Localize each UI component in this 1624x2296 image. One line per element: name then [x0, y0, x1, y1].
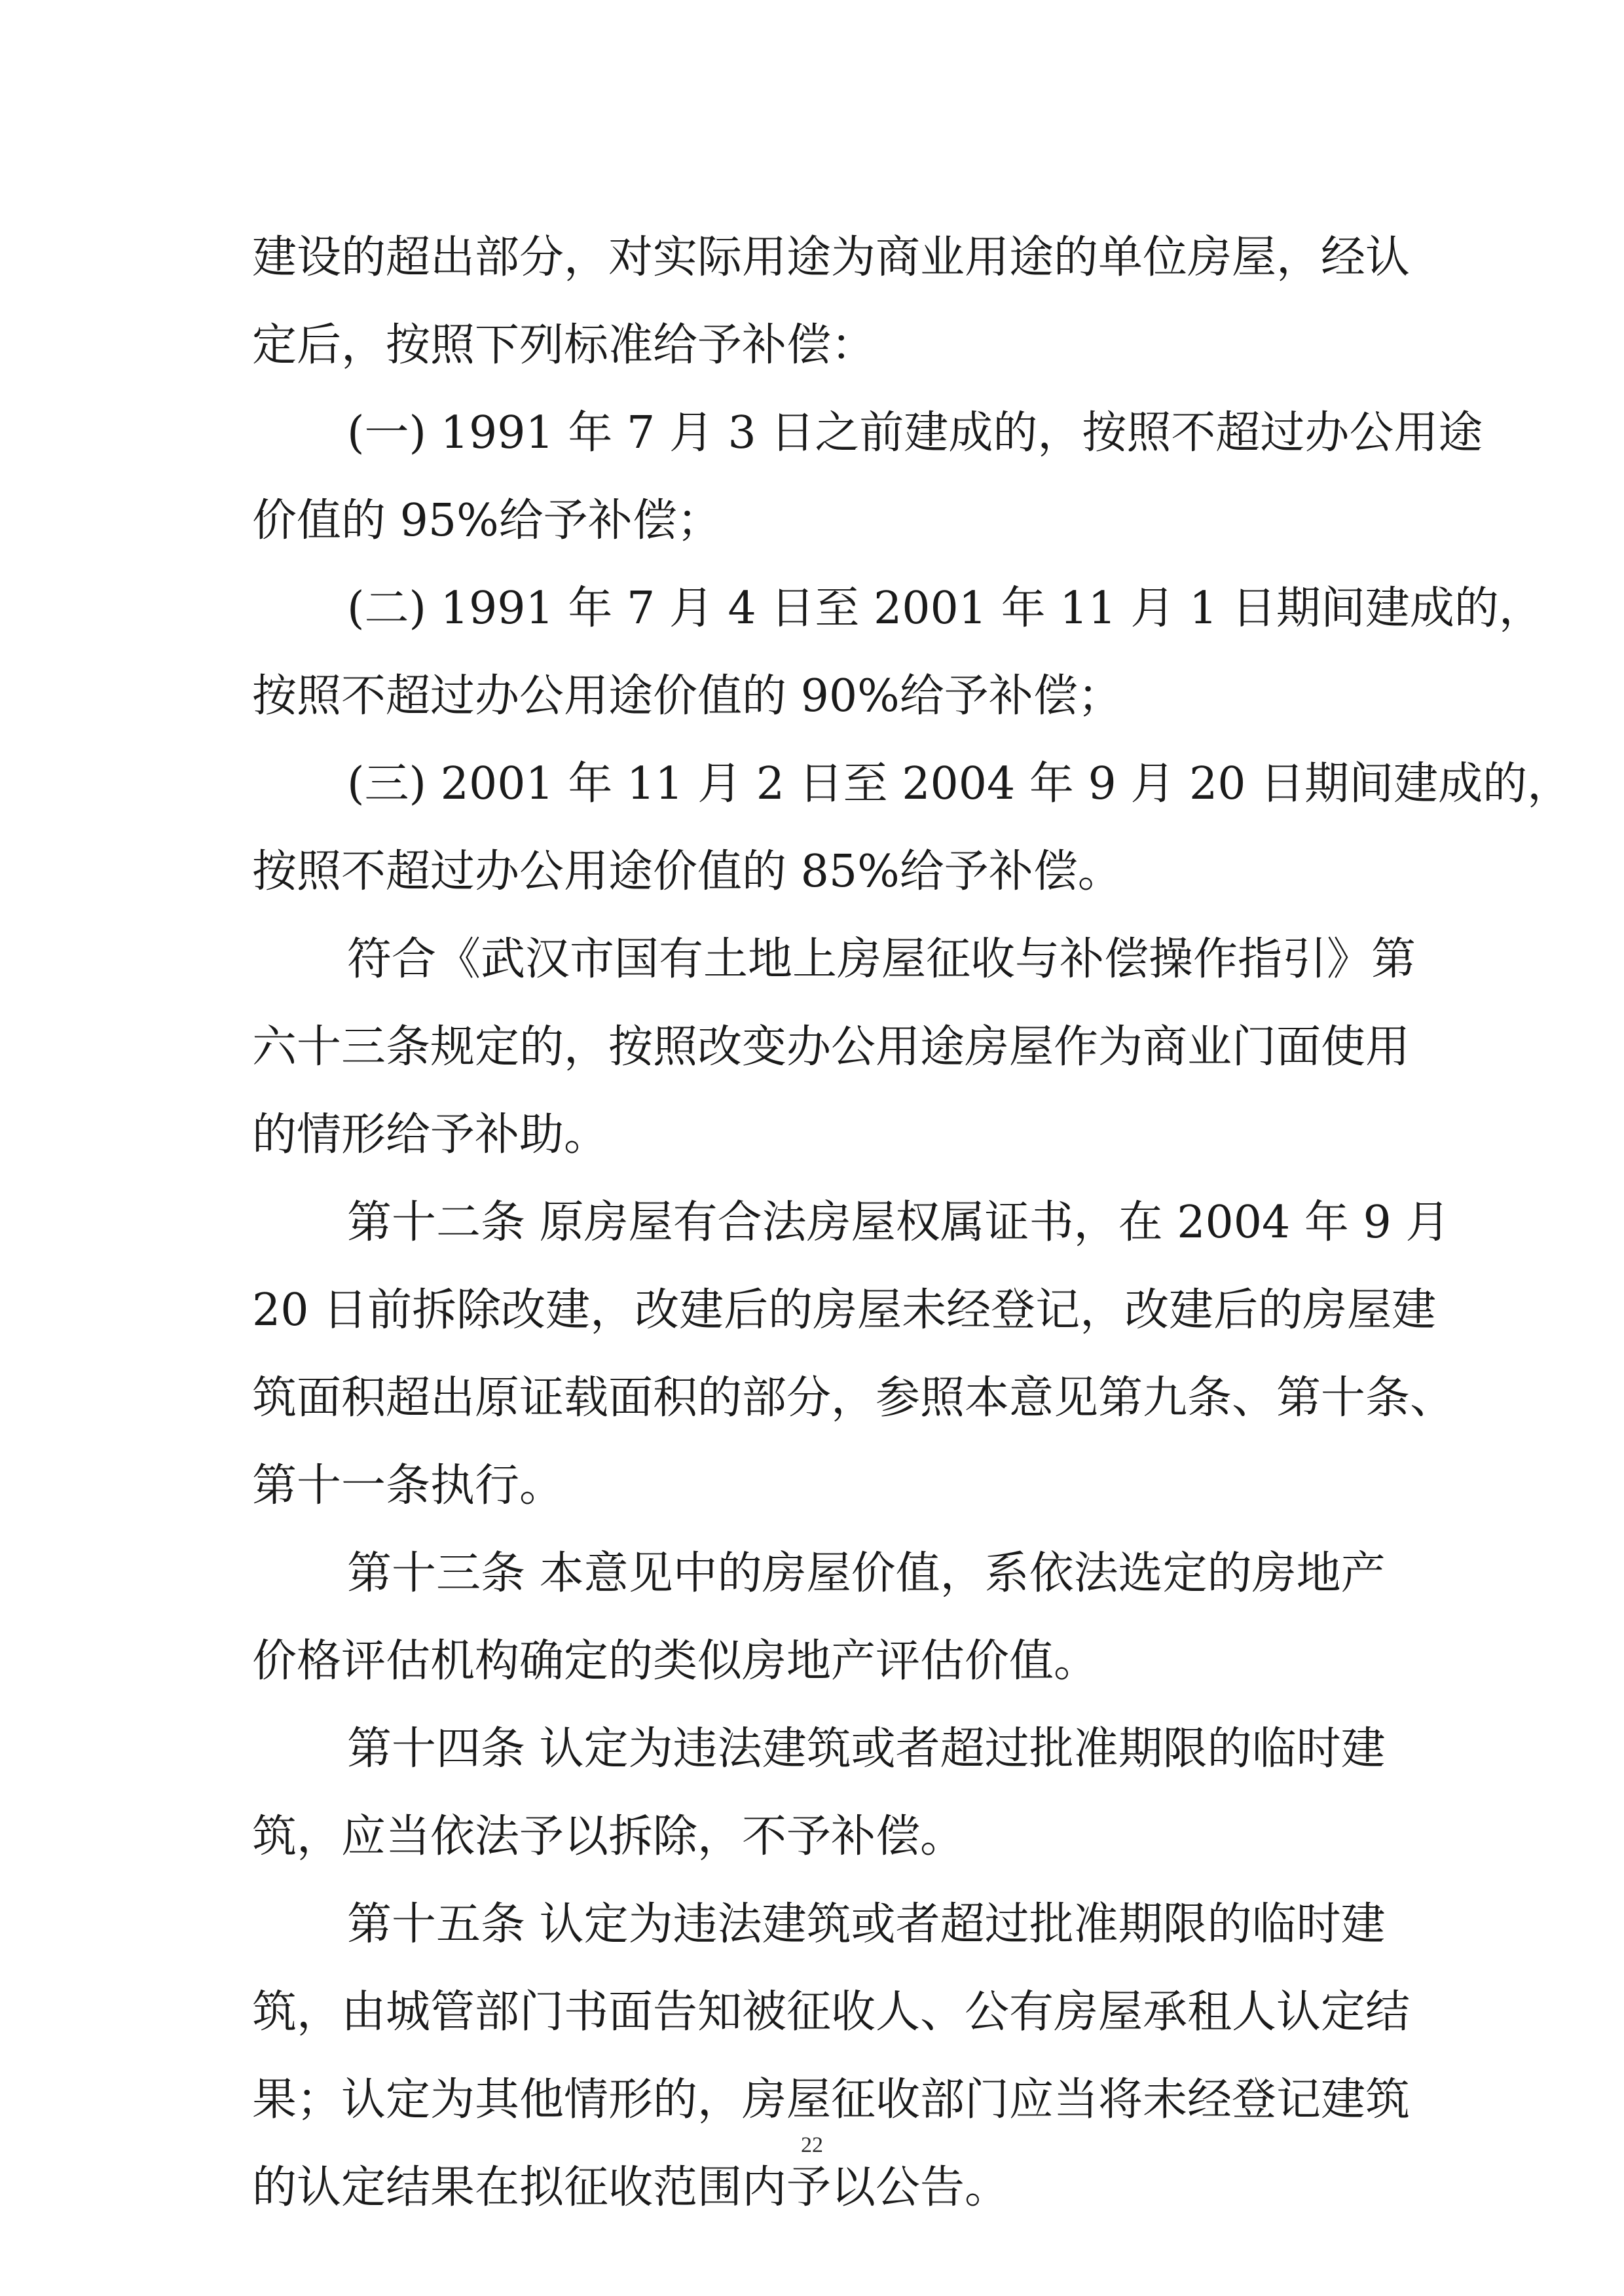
- text-line: 筑，应当依法予以拆除，不予补偿。: [252, 1811, 965, 1863]
- text-line: 第十五条 认定为违法建筑或者超过批准期限的临时建: [347, 1899, 1386, 1950]
- text-line: 符合《武汉市国有土地上房屋征收与补偿操作指引》第: [347, 934, 1416, 985]
- text-line: 第十四条 认定为违法建筑或者超过批准期限的临时建: [347, 1723, 1386, 1775]
- page-number: 22: [801, 2133, 823, 2157]
- text-line: 20 日前拆除改建，改建后的房屋未经登记，改建后的房屋建: [252, 1285, 1437, 1336]
- text-line: 价格评估机构确定的类似房地产评估价值。: [252, 1635, 1099, 1687]
- text-line: 价值的 95%给予补偿；: [252, 495, 722, 547]
- text-line: 六十三条规定的，按照改变办公用途房屋作为商业门面使用: [252, 1021, 1411, 1073]
- text-line: 第十一条执行。: [252, 1460, 564, 1512]
- text-line: 果；认定为其他情形的，房屋征收部门应当将未经登记建筑: [252, 2074, 1411, 2126]
- text-line: (一) 1991 年 7 月 3 日之前建成的，按照不超过办公用途: [347, 407, 1483, 459]
- text-line: 的认定结果在拟征收范围内予以公告。: [252, 2162, 1010, 2214]
- text-line: 的情形给予补助。: [252, 1109, 609, 1161]
- text-line: 筑，由城管部门书面告知被征收人、公有房屋承租人认定结: [252, 1986, 1411, 2038]
- text-line: 第十二条 原房屋有合法房屋权属证书，在 2004 年 9 月: [347, 1197, 1450, 1248]
- text-line: (三) 2001 年 11 月 2 日至 2004 年 9 月 20 日期间建成的，: [347, 758, 1572, 810]
- text-line: 建设的超出部分，对实际用途为商业用途的单位房屋，经认: [252, 232, 1411, 283]
- text-line: 按照不超过办公用途价值的 85%给予补偿。: [252, 846, 1122, 898]
- text-line: (二) 1991 年 7 月 4 日至 2001 年 11 月 1 日期间建成的，: [347, 583, 1543, 634]
- text-line: 定后，按照下列标准给予补偿：: [252, 319, 876, 371]
- text-line: 按照不超过办公用途价值的 90%给予补偿；: [252, 670, 1122, 722]
- text-line: 第十三条 本意见中的房屋价值，系依法选定的房地产: [347, 1548, 1386, 1599]
- text-line: 筑面积超出原证载面积的部分，参照本意见第九条、第十条、: [252, 1372, 1455, 1424]
